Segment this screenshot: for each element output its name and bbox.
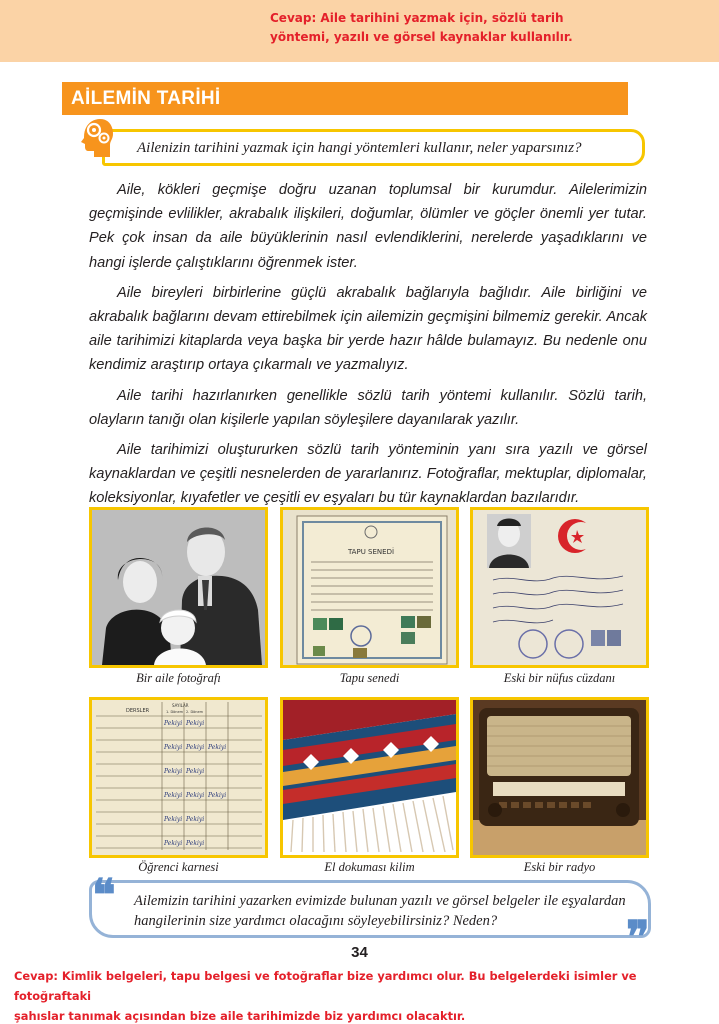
- open-quote-icon: ❝: [92, 870, 116, 921]
- caption-old-radio: Eski bir radyo: [523, 860, 596, 874]
- grade-entry: Pekiyi: [186, 768, 205, 775]
- caption-family-photo: Bir aile fotoğrafı: [136, 671, 221, 685]
- grade-entry: Pekiyi: [164, 816, 183, 823]
- grade-entry: Pekiyi: [186, 816, 205, 823]
- discussion-question-box: [89, 880, 651, 938]
- page-number: 34: [351, 944, 368, 961]
- thinking-head-gear-icon: [78, 117, 114, 159]
- family-photo: [89, 507, 268, 668]
- answer-bottom: [14, 966, 714, 1024]
- old-id-image: [473, 510, 646, 665]
- grade-entry: Pekiyi: [164, 792, 183, 799]
- grade-entry: Pekiyi: [164, 768, 183, 775]
- body-text: [89, 178, 647, 517]
- family-photo-image: [92, 510, 265, 665]
- title-deed-photo: [280, 507, 459, 668]
- caption-old-id: Eski bir nüfus cüzdanı: [503, 671, 616, 685]
- report-card-column: SAYILAR: [172, 703, 189, 708]
- paragraph: Aile, kökleri geçmişe doğru uzanan toplumsal bir kurumdur. Ailelerimizin geçmişinde evlilikler, akrabalık ilişkileri, doğumlar, ölümler ve göçler önemli yer tutar. Pek çok insan da aile büyüklerinin nasıl evlendiklerini, nerelerde yaşadıklarını ve hangi işlerde çalıştıklarını öğrenmek ister.: [89, 182, 647, 271]
- old-radio-image: [473, 700, 646, 855]
- old-id-photo: [470, 507, 649, 668]
- grade-entry: Pekiyi: [186, 840, 205, 847]
- grade-entry: Pekiyi: [186, 720, 205, 727]
- grade-entry: Pekiyi: [208, 792, 227, 799]
- answer-top-line2: yöntemi, yazılı ve görsel kaynaklar kullanılır.: [270, 30, 573, 44]
- report-card-photo: [89, 697, 268, 858]
- kilim-photo: [280, 697, 459, 858]
- grade-entry: Pekiyi: [164, 744, 183, 751]
- question-text: Ailenizin tarihini yazmak için hangi yöntemleri kullanır, neler yaparsınız?: [137, 140, 582, 156]
- grade-entry: Pekiyi: [208, 744, 227, 751]
- answer-banner-top: [0, 0, 719, 62]
- paragraph: Aile tarihimizi oluştururken sözlü tarih yönteminin yanı sıra yazılı ve görsel kaynaklardan ve çeşitli nesnelerden de yararlanırız. Fotoğraflar, mektuplar, diplomalar, koleksiyonlar, kıyafetler ve çeşitli ev eşyaları bu tür kaynaklardan bazılarıdır.: [89, 442, 647, 507]
- kilim-image: [283, 700, 456, 855]
- deed-heading: TAPU SENEDİ: [347, 548, 395, 556]
- report-card-image: [92, 700, 265, 855]
- question-box: [102, 129, 645, 166]
- caption-kilim: El dokuması kilim: [324, 860, 415, 874]
- discussion-question-text: Ailemizin tarihini yazarken evimizde bulunan yazılı ve görsel belgeler ile eşyalardan hangilerinin size yardımcı olacağını söyleyebilirsiniz? Neden?: [134, 893, 626, 929]
- grade-entry: Pekiyi: [164, 840, 183, 847]
- grade-entry: Pekiyi: [186, 744, 205, 751]
- report-card-column: 2. Dönem: [186, 710, 204, 714]
- section-title: AİLEMİN TARİHİ: [62, 82, 628, 115]
- report-card-header: DERSLER: [126, 708, 150, 714]
- paragraph: Aile tarihi hazırlanırken genellikle sözlü tarih yöntemi kullanılır. Sözlü tarih, olayların tanığı olan kişilerle yapılan söyleşilere dayanılarak yazılır.: [89, 387, 647, 428]
- caption-title-deed: Tapu senedi: [339, 671, 400, 685]
- answer-bottom-line2: şahıslar tanımak açısından bize aile tarihimizde biz yardımcı olacaktır.: [14, 1009, 466, 1023]
- grade-entry: Pekiyi: [164, 720, 183, 727]
- old-radio-photo: [470, 697, 649, 858]
- caption-report-card: Öğrenci karnesi: [138, 860, 219, 874]
- grade-entry: Pekiyi: [186, 792, 205, 799]
- paragraph: Aile bireyleri birbirlerine güçlü akrabalık bağlarıyla bağlıdır. Aile birliğini ve akrabalık bağlarını devam ettirebilmek için ailemizin geçmişini bilmemiz gerekir. Ancak aile tarihimizi kitaplarda veya başka bir yerde hazır hâlde bulamayız. Bu nedenle onu kendimiz araştırıp ortaya çıkarmalı ve yazmalıyız.: [89, 284, 647, 374]
- close-quote-icon: ❞: [626, 912, 650, 963]
- answer-top-line1: Cevap: Aile tarihini yazmak için, sözlü tarih: [270, 11, 564, 25]
- answer-bottom-line1: Cevap: Kimlik belgeleri, tapu belgesi ve fotoğraflar bize yardımcı olur. Bu belgelerdeki isimler ve fotoğraftaki: [14, 969, 637, 1003]
- title-deed-image: [283, 510, 456, 665]
- report-card-column: 1. Dönem: [166, 710, 184, 714]
